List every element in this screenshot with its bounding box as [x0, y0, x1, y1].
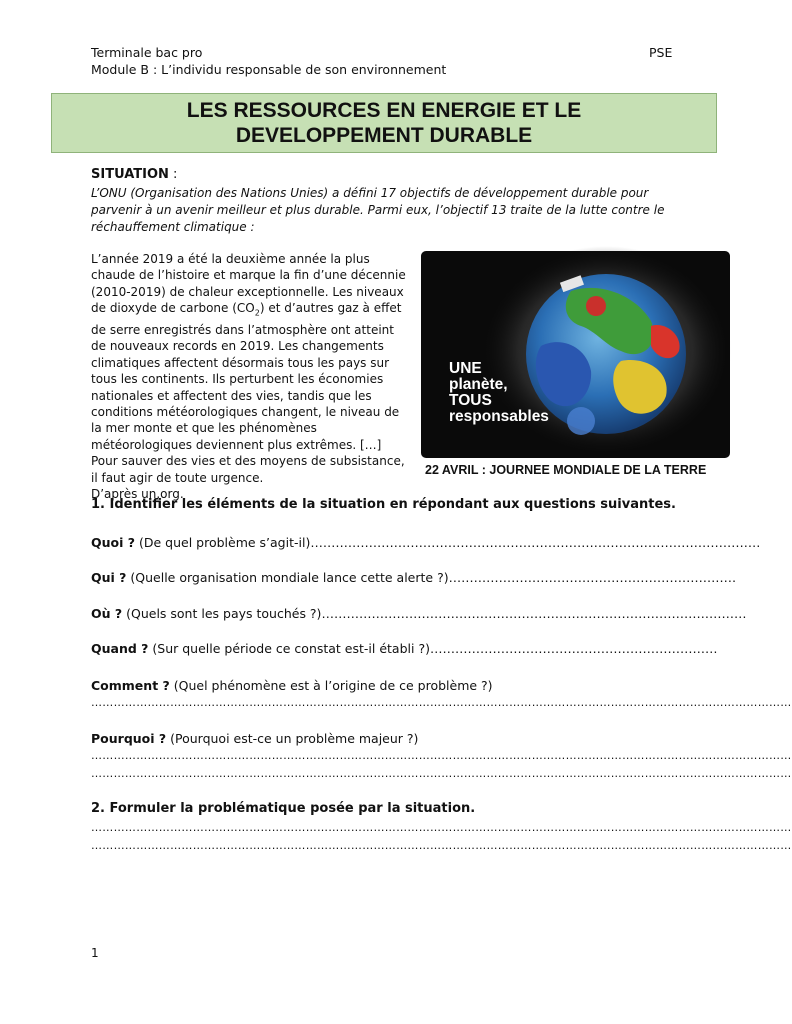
question-ou	[91, 606, 747, 621]
pourquoi-label: Pourquoi ?	[91, 731, 167, 746]
body-text-part1: L’année 2019 a été la deuxième année la plus chaude de l’histoire et marque la fin d’une décennie (2010-2019) de chaleur exceptionnelle. Les niveaux de dioxyde de carbone (CO	[91, 252, 406, 316]
answer-line: ……………………………………………………………………………………………………………………………………………………………………	[91, 767, 792, 780]
question-pourquoi	[91, 731, 673, 746]
question-2-heading: 2. Formuler la problématique posée par la situation.	[91, 801, 476, 816]
question-comment	[91, 678, 673, 693]
header-class-level: Terminale bac pro	[91, 45, 203, 60]
answer-line: ……………………………………………………………………………………………………………………………………………………………………	[91, 696, 792, 709]
answer-line: ……………………………………………………………………………………………………………………………………………………………………	[91, 749, 792, 762]
poster-slogan	[449, 361, 549, 425]
page-number: 1	[91, 946, 99, 960]
header-subject: PSE	[649, 45, 673, 60]
ou-text: (Quels sont les pays touchés ?)…………………………………………………………………………………………	[122, 606, 747, 621]
comment-text: (Quel phénomène est à l’origine de ce problème ?)	[169, 678, 493, 693]
question-1-heading: 1. Identifier les éléments de la situation en répondant aux questions suivantes.	[91, 497, 676, 512]
poster-line-3: TOUS	[449, 392, 492, 409]
question-quoi	[91, 535, 761, 550]
source-citation: D’après un.org.	[91, 487, 184, 502]
poster-line-2: planète,	[449, 376, 508, 393]
poster-caption: 22 AVRIL : JOURNEE MONDIALE DE LA TERRE	[425, 463, 707, 477]
body-text-part2: ) et d’autres gaz à effet de serre enregistrés dans l’atmosphère ont atteint de nouveaux records en 2019. Les changements climatiques affectent désormais tous les pays sur tous les continents. Ils perturbent les économies nationales et affectent des vies, tandis que les conditions météorologiques changent, le niveau de la mer monte et que les phénomènes météorologiques deviennent plus extrêmes. […] Pour sauver des vies et des moyens de subsistance, il faut agir de toute urgence.	[91, 301, 405, 485]
quand-text: (Sur quelle période ce constat est-il établi ?)……………………………………………………………	[148, 641, 718, 656]
poster-line-1: UNE	[449, 360, 482, 377]
poster-line-4: responsables	[449, 408, 549, 425]
earth-globe-illustration	[421, 251, 730, 458]
title-line-1: LES RESSOURCES EN ENERGIE ET LE	[186, 99, 582, 122]
question-quand	[91, 641, 718, 656]
situation-body	[91, 251, 409, 502]
quoi-label: Quoi ?	[91, 535, 136, 550]
comment-label: Comment ?	[91, 678, 170, 693]
title-line-2: DEVELOPPEMENT DURABLE	[235, 124, 533, 147]
pourquoi-text: (Pourquoi est-ce un problème majeur ?)	[166, 731, 419, 746]
quand-label: Quand ?	[91, 641, 149, 656]
qui-label: Qui ?	[91, 570, 127, 585]
answer-line: ……………………………………………………………………………………………………………………………………………………………………	[91, 821, 792, 834]
earth-day-poster	[421, 251, 730, 458]
quoi-text: (De quel problème s’agit-il)………………………………………………………………………………………………	[135, 535, 761, 550]
document-title	[51, 93, 717, 153]
question-qui	[91, 570, 737, 585]
situation-intro: L’ONU (Organisation des Nations Unies) a défini 17 objectifs de développement durable pour parvenir à un avenir meilleur et plus durable. Parmi eux, l’objectif 13 traite de la lutte contre le réchauffement climatique :	[91, 186, 665, 234]
situation-heading	[91, 167, 177, 182]
header-module: Module B : L’individu responsable de son environnement	[91, 62, 447, 77]
situation-label: SITUATION	[91, 167, 169, 182]
qui-text: (Quelle organisation mondiale lance cette alerte ?)……………………………………………………………	[126, 570, 737, 585]
ou-label: Où ?	[91, 606, 123, 621]
situation-colon: :	[168, 167, 178, 182]
answer-line: ……………………………………………………………………………………………………………………………………………………………………	[91, 839, 792, 852]
co2-subscript: 2	[254, 308, 260, 318]
